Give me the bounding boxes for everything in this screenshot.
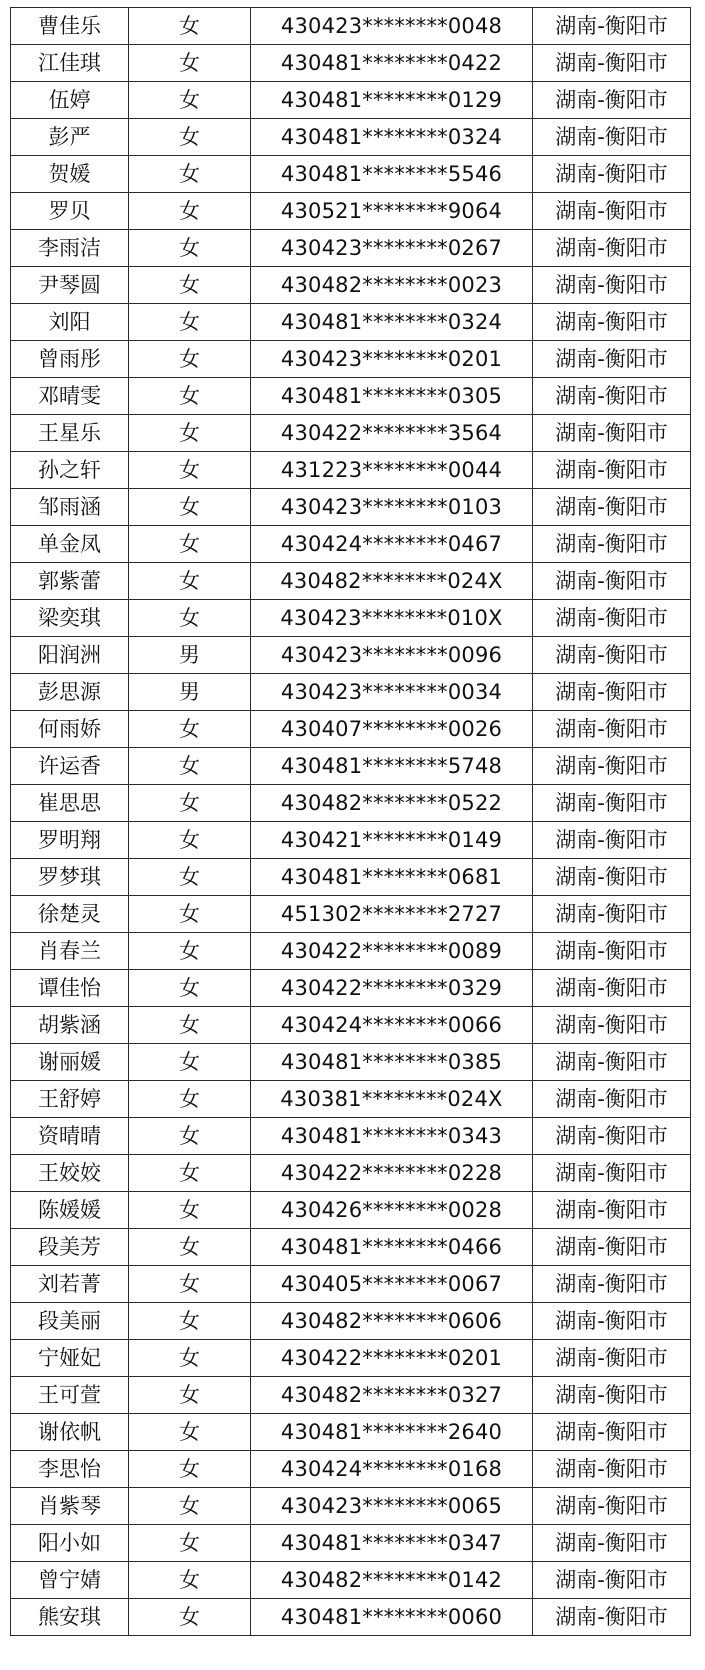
name-cell: 崔思思 (11, 785, 129, 822)
table-row (11, 82, 691, 119)
id-number-cell: 430481********0466 (251, 1229, 533, 1266)
gender-cell: 女 (129, 822, 251, 859)
region-cell: 湖南-衡阳市 (533, 1451, 691, 1488)
id-number-cell: 430482********0606 (251, 1303, 533, 1340)
name-cell: 阳润洲 (11, 637, 129, 674)
region-cell: 湖南-衡阳市 (533, 859, 691, 896)
gender-cell: 女 (129, 1266, 251, 1303)
table-row (11, 489, 691, 526)
table-row (11, 1525, 691, 1562)
table-row (11, 674, 691, 711)
table-row (11, 1192, 691, 1229)
region-cell: 湖南-衡阳市 (533, 748, 691, 785)
table-row (11, 1118, 691, 1155)
id-number-cell: 430482********024X (251, 563, 533, 600)
id-number-cell: 430482********0142 (251, 1562, 533, 1599)
table-row (11, 1229, 691, 1266)
gender-cell: 女 (129, 896, 251, 933)
name-cell: 彭严 (11, 119, 129, 156)
name-cell: 阳小如 (11, 1525, 129, 1562)
id-number-cell: 430481********2640 (251, 1414, 533, 1451)
gender-cell: 女 (129, 1488, 251, 1525)
gender-cell: 女 (129, 933, 251, 970)
id-number-cell: 430521********9064 (251, 193, 533, 230)
name-cell: 肖紫琴 (11, 1488, 129, 1525)
table-row (11, 748, 691, 785)
name-cell: 尹琴圆 (11, 267, 129, 304)
region-cell: 湖南-衡阳市 (533, 1007, 691, 1044)
name-cell: 孙之轩 (11, 452, 129, 489)
region-cell: 湖南-衡阳市 (533, 378, 691, 415)
name-cell: 徐楚灵 (11, 896, 129, 933)
region-cell: 湖南-衡阳市 (533, 1303, 691, 1340)
table-row (11, 230, 691, 267)
region-cell: 湖南-衡阳市 (533, 674, 691, 711)
id-number-cell: 430481********0422 (251, 45, 533, 82)
region-cell: 湖南-衡阳市 (533, 1599, 691, 1636)
table-row (11, 711, 691, 748)
gender-cell: 女 (129, 1229, 251, 1266)
gender-cell: 女 (129, 711, 251, 748)
id-number-cell: 451302********2727 (251, 896, 533, 933)
id-number-cell: 430481********5748 (251, 748, 533, 785)
id-number-cell: 430423********0201 (251, 341, 533, 378)
id-number-cell: 430424********0168 (251, 1451, 533, 1488)
region-cell: 湖南-衡阳市 (533, 1081, 691, 1118)
name-cell: 段美丽 (11, 1303, 129, 1340)
table-row (11, 156, 691, 193)
region-cell: 湖南-衡阳市 (533, 526, 691, 563)
gender-cell: 女 (129, 1451, 251, 1488)
gender-cell: 女 (129, 1155, 251, 1192)
region-cell: 湖南-衡阳市 (533, 193, 691, 230)
gender-cell: 女 (129, 526, 251, 563)
name-cell: 陈媛媛 (11, 1192, 129, 1229)
name-cell: 罗贝 (11, 193, 129, 230)
id-number-cell: 430422********0089 (251, 933, 533, 970)
table-row (11, 563, 691, 600)
region-cell: 湖南-衡阳市 (533, 156, 691, 193)
name-cell: 宁娅妃 (11, 1340, 129, 1377)
region-cell: 湖南-衡阳市 (533, 267, 691, 304)
name-cell: 刘阳 (11, 304, 129, 341)
gender-cell: 女 (129, 785, 251, 822)
region-cell: 湖南-衡阳市 (533, 341, 691, 378)
id-number-cell: 430482********0327 (251, 1377, 533, 1414)
id-number-cell: 430423********0065 (251, 1488, 533, 1525)
region-cell: 湖南-衡阳市 (533, 1562, 691, 1599)
gender-cell: 女 (129, 1303, 251, 1340)
table-row (11, 1488, 691, 1525)
id-number-cell: 430423********0048 (251, 8, 533, 45)
table-row (11, 526, 691, 563)
region-cell: 湖南-衡阳市 (533, 822, 691, 859)
gender-cell: 女 (129, 1081, 251, 1118)
name-cell: 单金凤 (11, 526, 129, 563)
gender-cell: 女 (129, 8, 251, 45)
region-cell: 湖南-衡阳市 (533, 1266, 691, 1303)
id-number-cell: 430481********5546 (251, 156, 533, 193)
region-cell: 湖南-衡阳市 (533, 896, 691, 933)
region-cell: 湖南-衡阳市 (533, 1525, 691, 1562)
id-number-cell: 430423********010X (251, 600, 533, 637)
table-row (11, 193, 691, 230)
gender-cell: 女 (129, 1192, 251, 1229)
id-number-cell: 430423********0034 (251, 674, 533, 711)
name-cell: 刘若菁 (11, 1266, 129, 1303)
gender-cell: 女 (129, 1562, 251, 1599)
id-number-cell: 430421********0149 (251, 822, 533, 859)
region-cell: 湖南-衡阳市 (533, 1488, 691, 1525)
table-row (11, 1562, 691, 1599)
id-number-cell: 430424********0066 (251, 1007, 533, 1044)
id-number-cell: 430422********0329 (251, 970, 533, 1007)
table-row (11, 933, 691, 970)
id-number-cell: 430481********0343 (251, 1118, 533, 1155)
gender-cell: 女 (129, 1599, 251, 1636)
gender-cell: 女 (129, 748, 251, 785)
id-number-cell: 430423********0103 (251, 489, 533, 526)
gender-cell: 女 (129, 1007, 251, 1044)
region-cell: 湖南-衡阳市 (533, 489, 691, 526)
name-cell: 王姣姣 (11, 1155, 129, 1192)
region-cell: 湖南-衡阳市 (533, 119, 691, 156)
table-row (11, 1044, 691, 1081)
gender-cell: 女 (129, 970, 251, 1007)
id-number-cell: 430481********0129 (251, 82, 533, 119)
gender-cell: 女 (129, 452, 251, 489)
table-row (11, 1266, 691, 1303)
name-cell: 肖春兰 (11, 933, 129, 970)
name-cell: 许运香 (11, 748, 129, 785)
gender-cell: 男 (129, 637, 251, 674)
gender-cell: 女 (129, 45, 251, 82)
table-row (11, 119, 691, 156)
table-row (11, 45, 691, 82)
name-cell: 熊安琪 (11, 1599, 129, 1636)
table-row (11, 1303, 691, 1340)
roster-table (10, 7, 691, 1636)
name-cell: 王舒婷 (11, 1081, 129, 1118)
table-row (11, 304, 691, 341)
table-row (11, 1377, 691, 1414)
gender-cell: 男 (129, 674, 251, 711)
name-cell: 何雨娇 (11, 711, 129, 748)
region-cell: 湖南-衡阳市 (533, 1044, 691, 1081)
gender-cell: 女 (129, 82, 251, 119)
table-row (11, 1155, 691, 1192)
name-cell: 谭佳怡 (11, 970, 129, 1007)
name-cell: 谢丽媛 (11, 1044, 129, 1081)
id-number-cell: 430481********0324 (251, 119, 533, 156)
gender-cell: 女 (129, 415, 251, 452)
region-cell: 湖南-衡阳市 (533, 230, 691, 267)
table-row (11, 378, 691, 415)
id-number-cell: 430405********0067 (251, 1266, 533, 1303)
name-cell: 王星乐 (11, 415, 129, 452)
table-row (11, 452, 691, 489)
id-number-cell: 430481********0347 (251, 1525, 533, 1562)
id-number-cell: 430481********0681 (251, 859, 533, 896)
id-number-cell: 430481********0305 (251, 378, 533, 415)
name-cell: 罗梦琪 (11, 859, 129, 896)
region-cell: 湖南-衡阳市 (533, 8, 691, 45)
name-cell: 胡紫涵 (11, 1007, 129, 1044)
region-cell: 湖南-衡阳市 (533, 785, 691, 822)
region-cell: 湖南-衡阳市 (533, 711, 691, 748)
gender-cell: 女 (129, 1377, 251, 1414)
table-row (11, 859, 691, 896)
id-number-cell: 430482********0023 (251, 267, 533, 304)
id-number-cell: 430407********0026 (251, 711, 533, 748)
table-row (11, 415, 691, 452)
name-cell: 段美芳 (11, 1229, 129, 1266)
table-row (11, 1007, 691, 1044)
region-cell: 湖南-衡阳市 (533, 45, 691, 82)
id-number-cell: 430424********0467 (251, 526, 533, 563)
region-cell: 湖南-衡阳市 (533, 1192, 691, 1229)
name-cell: 王可萱 (11, 1377, 129, 1414)
region-cell: 湖南-衡阳市 (533, 304, 691, 341)
roster-table-body (11, 8, 691, 1636)
name-cell: 谢依帆 (11, 1414, 129, 1451)
id-number-cell: 430423********0096 (251, 637, 533, 674)
table-row (11, 637, 691, 674)
gender-cell: 女 (129, 1340, 251, 1377)
region-cell: 湖南-衡阳市 (533, 1377, 691, 1414)
table-row (11, 267, 691, 304)
id-number-cell: 430423********0267 (251, 230, 533, 267)
region-cell: 湖南-衡阳市 (533, 1340, 691, 1377)
table-row (11, 785, 691, 822)
region-cell: 湖南-衡阳市 (533, 1229, 691, 1266)
table-row (11, 822, 691, 859)
id-number-cell: 431223********0044 (251, 452, 533, 489)
gender-cell: 女 (129, 1525, 251, 1562)
region-cell: 湖南-衡阳市 (533, 1155, 691, 1192)
name-cell: 李雨洁 (11, 230, 129, 267)
name-cell: 江佳琪 (11, 45, 129, 82)
table-row (11, 970, 691, 1007)
gender-cell: 女 (129, 193, 251, 230)
table-row (11, 1414, 691, 1451)
gender-cell: 女 (129, 378, 251, 415)
name-cell: 曹佳乐 (11, 8, 129, 45)
name-cell: 资晴晴 (11, 1118, 129, 1155)
gender-cell: 女 (129, 563, 251, 600)
region-cell: 湖南-衡阳市 (533, 563, 691, 600)
id-number-cell: 430381********024X (251, 1081, 533, 1118)
table-row (11, 1340, 691, 1377)
id-number-cell: 430422********3564 (251, 415, 533, 452)
region-cell: 湖南-衡阳市 (533, 933, 691, 970)
region-cell: 湖南-衡阳市 (533, 1414, 691, 1451)
gender-cell: 女 (129, 156, 251, 193)
name-cell: 邓晴雯 (11, 378, 129, 415)
id-number-cell: 430481********0385 (251, 1044, 533, 1081)
table-row (11, 341, 691, 378)
table-row (11, 600, 691, 637)
gender-cell: 女 (129, 859, 251, 896)
table-row (11, 8, 691, 45)
region-cell: 湖南-衡阳市 (533, 970, 691, 1007)
region-cell: 湖南-衡阳市 (533, 1118, 691, 1155)
name-cell: 彭思源 (11, 674, 129, 711)
name-cell: 邹雨涵 (11, 489, 129, 526)
gender-cell: 女 (129, 304, 251, 341)
name-cell: 曾宁婧 (11, 1562, 129, 1599)
table-row (11, 896, 691, 933)
name-cell: 罗明翔 (11, 822, 129, 859)
name-cell: 李思怡 (11, 1451, 129, 1488)
id-number-cell: 430422********0228 (251, 1155, 533, 1192)
gender-cell: 女 (129, 1044, 251, 1081)
name-cell: 梁奕琪 (11, 600, 129, 637)
name-cell: 贺媛 (11, 156, 129, 193)
table-row (11, 1081, 691, 1118)
gender-cell: 女 (129, 489, 251, 526)
gender-cell: 女 (129, 267, 251, 304)
region-cell: 湖南-衡阳市 (533, 637, 691, 674)
id-number-cell: 430482********0522 (251, 785, 533, 822)
name-cell: 曾雨彤 (11, 341, 129, 378)
id-number-cell: 430481********0324 (251, 304, 533, 341)
table-row (11, 1599, 691, 1636)
id-number-cell: 430481********0060 (251, 1599, 533, 1636)
gender-cell: 女 (129, 1118, 251, 1155)
gender-cell: 女 (129, 1414, 251, 1451)
region-cell: 湖南-衡阳市 (533, 415, 691, 452)
name-cell: 伍婷 (11, 82, 129, 119)
region-cell: 湖南-衡阳市 (533, 452, 691, 489)
name-cell: 郭紫蕾 (11, 563, 129, 600)
gender-cell: 女 (129, 119, 251, 156)
id-number-cell: 430422********0201 (251, 1340, 533, 1377)
gender-cell: 女 (129, 341, 251, 378)
region-cell: 湖南-衡阳市 (533, 600, 691, 637)
table-row (11, 1451, 691, 1488)
gender-cell: 女 (129, 600, 251, 637)
gender-cell: 女 (129, 230, 251, 267)
region-cell: 湖南-衡阳市 (533, 82, 691, 119)
id-number-cell: 430426********0028 (251, 1192, 533, 1229)
